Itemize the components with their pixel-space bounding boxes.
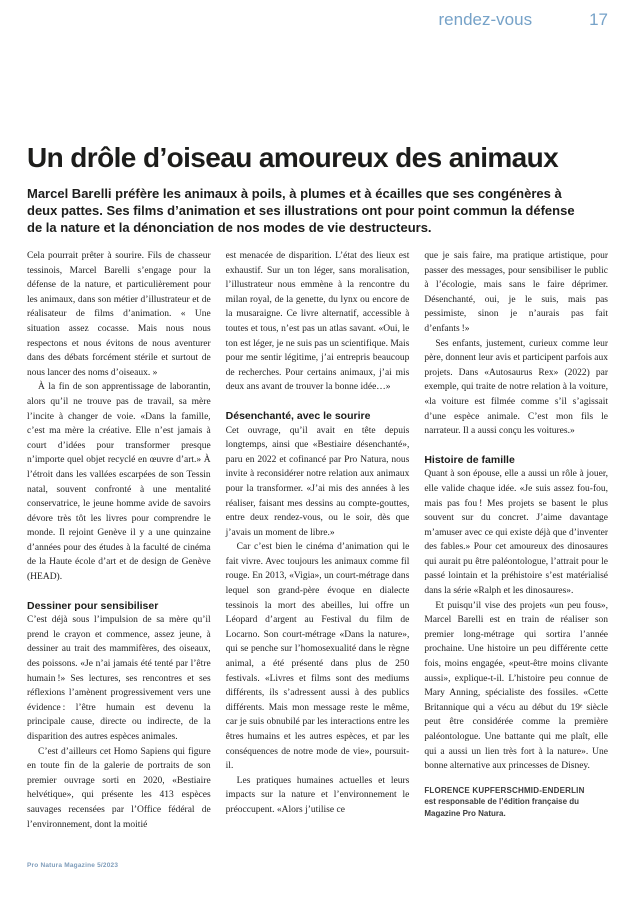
section-subhead: Histoire de famille <box>424 453 515 466</box>
article-lead: Marcel Barelli préfère les animaux à poils, à plumes et à écailles que ses congénères à deux pattes. Ses films d’animation et ses illustrations ont pour point commun la défense de la nature et la dénonciation de nos modes de vie destructeurs. <box>27 186 575 235</box>
article-paragraph: Cet ouvrage, qu’il avait en tête depuis longtemps, ainsi que «Bestiaire désenchanté», paru en 2022 et cofinancé par Pro Natura, nous invite à reconsidérer notre relation aux animaux pour la transformer. «J’ai mis des années à les réaliser, faisant mes dessins au compte-gouttes, entre deux rendez-vous, ou le soir, dès que j’avais un moment de libre.» <box>225 425 410 538</box>
article-title: Un drôle d’oiseau amoureux des animaux <box>27 142 559 173</box>
article-column-2 <box>226 249 410 865</box>
page-header <box>439 10 608 30</box>
article-paragraph: C’est déjà sous l’impulsion de sa mère qu’il prend le crayon et commence, assez jeune, à dessiner au trait des mammifères, des oiseaux, des poissons. «Je n’ai jamais été tenté par l’être humain !» Ses lectures, ses rencontres et ses réflexions l’amènent progressivement vers une évidence : l’être humain est devenu la principale cause, directe ou indirecte, de la disparition des autres espèces animales. <box>27 615 211 742</box>
article-paragraph: que je sais faire, ma pratique artistique, pour passer des messages, pour sensibiliser le public à l’écologie, mais sans le faire déprimer. Désenchanté, oui, je le suis, mais pas pessimiste, sinon je n’aurais pas fait d’enfants !» <box>424 251 608 334</box>
page-footer: Pro Natura Magazine 5/2023 <box>27 862 119 869</box>
article-column-1 <box>27 249 211 865</box>
article-paragraph: Ses enfants, justement, curieux comme leur père, donnent leur avis et participent parfois aux projets. Dans «Autosaurus Rex» (2022) par exemple, qui traite de notre relation à la voiture, «la voiture est filmée comme s’il s’agissait d’une espèce animale. C’est mon fils le narrateur. Il a aussi conçu les voitures.» <box>424 338 608 437</box>
section-subhead: Désenchanté, avec le sourire <box>225 409 371 422</box>
article-paragraph: Et puisqu’il vise des projets «un peu fous», Marcel Barelli est en train de réaliser son premier long-métrage qui sortira l’année prochaine. Une histoire un peu différente cette fois, moins engagée, «peut-être moins clivante aussi», explique-t-il. L’histoire peu connue de Mary Anning, spécialiste des fossiles. «Cette Britannique qui a vécu au début du 19ᵉ siècle peut être considérée comme la première paléontologue. Une battante qui me plaît, elle qui a aussi un lien très fort à la nature». Une bonne alternative aux princesses de Disney. <box>424 600 608 772</box>
article-paragraph: est menacée de disparition. L’état des lieux est exhaustif. Sur un ton léger, sans moralisation, l’illustrateur nous emmène à la rencontre du milan royal, de la genette, du lynx ou encore de la musaraigne. Ce livre alternatif, accessible à toutes et tous, n’est pas un atlas savant. «Oui, le ton est léger, je ne suis pas un scientifique. Mais pour me sentir légitime, j’ai entrepris beaucoup de recherches. Pour certains animaux, j’ai mis deux ans avant de trouver la bonne idée…» <box>225 251 410 393</box>
article-columns <box>27 249 608 865</box>
section-subhead: Dessiner pour sensibiliser <box>27 599 159 612</box>
article-paragraph: Les pratiques humaines actuelles et leurs impacts sur la nature et l’environnement le préoccupent. «Alors j’utilise ce <box>225 775 410 815</box>
article-paragraph: C’est d’ailleurs cet Homo Sapiens qui figure en toute fin de la galerie de portraits de son premier ouvrage sorti en 2020, «Bestiaire helvétique», qui présente les 413 espèces sauvages recensées par l’Office fédéral de l’environnement, dont la moitié <box>27 746 211 830</box>
article-paragraph: Car c’est bien le cinéma d’animation qui le fait vivre. Avec toujours les animaux comme fil rouge. En 2013, «Vigia», un court-métrage dans lequel son grand-père évoque en dialecte tessinois la mort des abeilles, lui offre un Léopard d’argent au Festival du film de Locarno. Son court-métrage «Dans la nature», qui se penche sur l’homosexualité dans le règne animal, a été présenté dans plus de 250 festivals. «Livres et films sont des mediums différents, ils s’adressent aussi à des publics différents. Mais mon message reste le même, car je suis obnubilé par les interactions entre les êtres humains et les autres espèces, et par les conséquences de notre mode de vie», poursuit-il. <box>225 542 410 772</box>
article-column-3 <box>424 249 608 865</box>
section-label: rendez-vous <box>438 10 533 29</box>
author-name: FLORENCE KUPFERSCHMID-ENDERLIN <box>424 785 585 795</box>
author-role: est responsable de l’édition française du Magazine Pro Natura. <box>424 797 580 818</box>
article-paragraph: Cela pourrait prêter à sourire. Fils de chasseur tessinois, Marcel Barelli s’engage pour la défense de la nature, et particulièrement pour les animaux, dans son métier d’illustrateur et de réalisateur de films d’animation. « Une situation assez cocasse. Mais nous nous respectons et nous évitons de nous aventurer dans des débats forcément stérile et surtout de nous lancer des noms d’oiseaux. » <box>27 251 211 378</box>
article-paragraph: À la fin de son apprentissage de laborantin, alors qu’il ne trouve pas de travail, sa mère l’incite à changer de voie. «Dans la famille, c’est ma mère la créative. Elle n’est jamais à court d’idées pour transformer presque n’importe quel objet recyclé en œuvre d’art.» À l’étroit dans les vallées escarpées de son Tessin natal, souvent confronté à une mentalité conservatrice, le jeune homme avide de savoirs dévore très tôt les livres pour comprendre le monde. Il rejoint Genève il y a une quinzaine d’années pour des études à la faculté de cinéma de la Haute école d’art et de design de Genève (HEAD). <box>27 382 211 583</box>
page-number: 17 <box>589 10 608 29</box>
author-byline <box>424 785 608 820</box>
article-paragraph: Quant à son épouse, elle a aussi un rôle à jouer, elle valide chaque idée. «Je suis assez fou-fou, mais pas fou ! Mes projets se basent le plus souvent sur du concret. J’aime davantage m’amuser avec ce qui existe déjà que d’inventer des fables.» Pour cet amoureux des dinosaures qui aurait pu être paléontologue, l’attrait pour le passé lointain et la préhistoire s’est matérialisé dans la série «Ralph et les dinosaures». <box>424 469 608 597</box>
